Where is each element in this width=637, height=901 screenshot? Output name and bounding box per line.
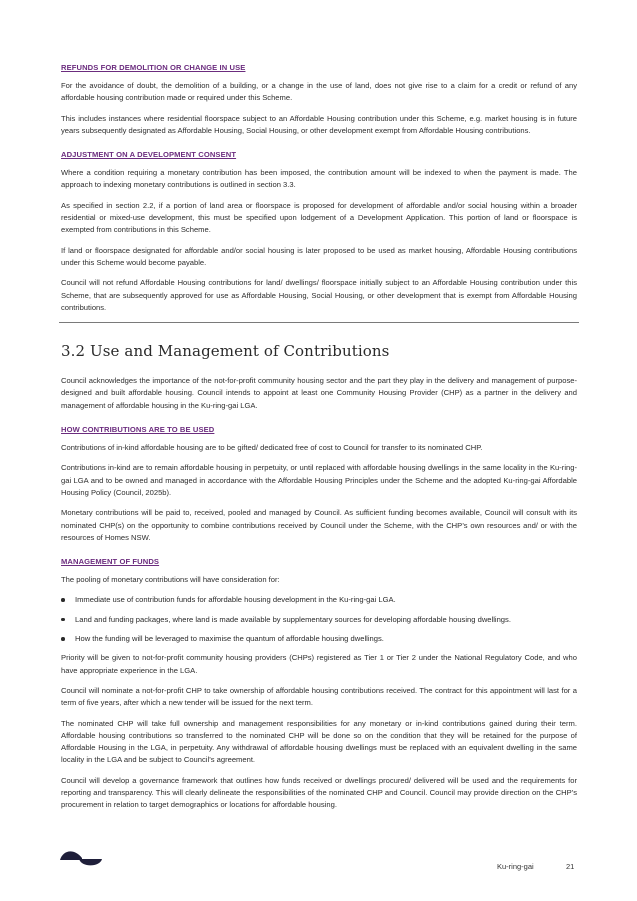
funds-paragraph-2: Council will nominate a not-for-profit CHP to take ownership of affordable housing contributions received. The contract for this appointment will last for a term of five years, after which a new tender will be issued for the next term. [61, 685, 577, 708]
section-divider [59, 322, 579, 323]
page-content [61, 63, 577, 820]
section-title: 3.2 Use and Management of Contributions [61, 342, 390, 361]
bullet-text: Land and funding packages, where land is made available by supplementary sources for developing affordable housing dwellings. [75, 614, 511, 624]
heading-adjustment: ADJUSTMENT ON A DEVELOPMENT CONSENT [61, 150, 237, 160]
adjustment-paragraph-4: Council will not refund Affordable Housing contributions for land/ dwellings/ floorspace initially subject to an Affordable Housing contribution under this Scheme, that are subsequently approved for use as Affordable Housing, Social Housing, or other development that is exempt from Affordable Housing contributions. [61, 278, 577, 312]
heading-how-used: HOW CONTRIBUTIONS ARE TO BE USED [61, 425, 215, 435]
footer-org-name: Ku-ring-gai [497, 862, 534, 871]
funds-paragraph-1: Priority will be given to not-for-profit community housing providers (CHPs) registered as Tier 1 or Tier 2 under the National Regulatory Code, and who have appropriate experience in the LGA. [61, 653, 577, 675]
funds-lead: The pooling of monetary contributions will have consideration for: [61, 575, 280, 585]
list-item [61, 594, 577, 606]
bullet-icon [61, 598, 65, 602]
bullet-text: Immediate use of contribution funds for affordable housing development in the Ku-ring-gai LGA. [75, 595, 396, 605]
page-number: 21 [566, 862, 575, 871]
list-item [61, 614, 577, 626]
how-used-paragraph-3: Monetary contributions will be paid to, received, pooled and managed by Council. As sufficient funding becomes available, Council will consult with its nominated CHP(s) on the opportunity to combine contributions received by Council under the Scheme, with the CHP’s own resources and/ or with the resources of Homes NSW. [61, 508, 577, 542]
funds-paragraph-4: Council will develop a governance framework that outlines how funds received or dwellings procured/ delivered will be used and the requirements for reporting and transparency. This will clearly delineate the responsibilities of the nominated CHP and Council. Council may provide direction on the CHP’s procurement in relation to target demographics or locations for affordable housing. [61, 775, 577, 810]
how-used-paragraph-1: Contributions of in-kind affordable housing are to be gifted/ dedicated free of cost to Council for transfer to its nominated CHP. [61, 443, 483, 453]
logo-hill-shape [60, 851, 82, 860]
council-logo-icon [60, 847, 102, 869]
funds-bullet-list [61, 594, 577, 645]
adjustment-paragraph-1: Where a condition requiring a monetary contribution has been imposed, the contribution amount will be indexed to when the payment is made. The approach to indexing monetary contributions is outlined in section 3.3. [61, 168, 577, 190]
logo-bowl-shape [79, 859, 102, 865]
how-used-paragraph-2: Contributions in-kind are to remain affordable housing in perpetuity, or until replaced with affordable housing dwellings in the same locality in the Ku-ring-gai LGA and to be owned and managed in accordance with the Affordable Housing Principles under the Scheme and the adopted Ku-ring-gai Affordable Housing Policy (Council, 2025b). [61, 463, 577, 497]
use-management-intro: Council acknowledges the importance of the not-for-profit community housing sector and the part they play in the delivery and management of purpose-designed and built affordable housing. Council intends to appoint at least one Community Housing Provider (CHP) as a partner in the delivery and management of affordable housing in the Ku-ring-gai LGA. [61, 376, 577, 410]
bullet-icon [61, 637, 65, 641]
adjustment-paragraph-2: As specified in section 2.2, if a portion of land area or floorspace is proposed for development of affordable and/or social housing within a broader residential or mixed-use development, this must be specified upon lodgement of a Development Application. This portion of land or floorspace is exempted from contributions in this Scheme. [61, 200, 577, 235]
bullet-icon [61, 618, 65, 622]
refunds-paragraph-2: This includes instances where residential floorspace subject to an Affordable Housing contribution under this Scheme, e.g. market housing is in future years subsequently designated as Affordable Housing, Social Housing, or other development exempt from Affordable Housing contributions. [61, 113, 577, 135]
funds-paragraph-3: The nominated CHP will take full ownership and management responsibilities for any monetary or in-kind contributions gained during their term. Affordable housing contributions so transferred to the nominated CHP will be done so on the condition that they will be retained for the purpose of Affordable Housing in the LGA, in perpetuity. Any withdrawal of affordable housing dwellings must be replaced with an equivalent dwelling in the same locality in the LGA and be subject to Council’s agreement. [61, 718, 577, 765]
heading-funds: MANAGEMENT OF FUNDS [61, 557, 160, 567]
heading-refunds: REFUNDS FOR DEMOLITION OR CHANGE IN USE [61, 63, 246, 72]
list-item [61, 633, 577, 645]
bullet-text: How the funding will be leveraged to maximise the quantum of affordable housing dwellings. [75, 634, 384, 644]
adjustment-paragraph-3: If land or floorspace designated for affordable and/or social housing is later proposed to be used as market housing, Affordable Housing contributions under this Scheme would become payable. [61, 245, 577, 267]
refunds-paragraph-1: For the avoidance of doubt, the demolition of a building, or a change in the use of land, does not give rise to a claim for a credit or refund of any affordable housing contribution made or required under this Scheme. [61, 81, 577, 103]
